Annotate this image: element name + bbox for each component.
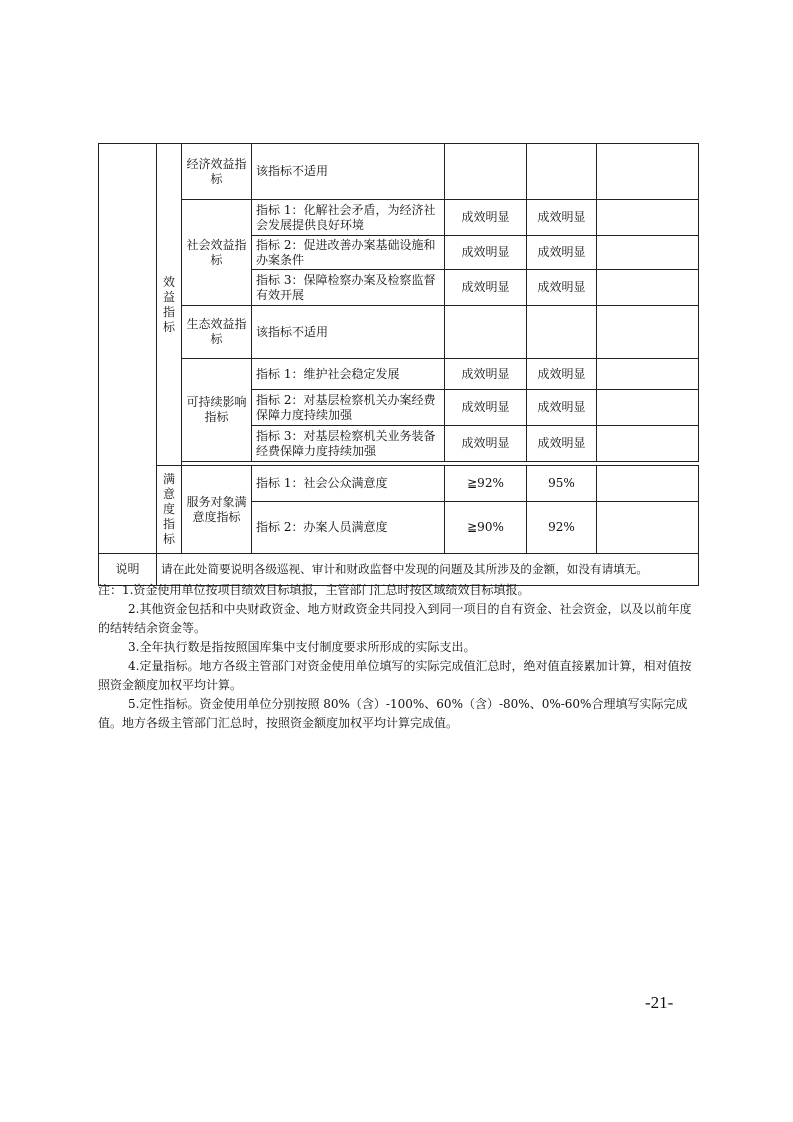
target-value: ≧90% bbox=[445, 502, 527, 554]
economic-benefit-text: 该指标不适用 bbox=[252, 144, 445, 200]
indicator-text: 指标 3：保障检察办案及检察监督有效开展 bbox=[252, 270, 445, 306]
blank-cell bbox=[597, 466, 699, 502]
benefit-indicator-label: 效益指标 bbox=[157, 144, 182, 466]
actual-value: 95% bbox=[527, 466, 597, 502]
ecological-benefit-label: 生态效益指标 bbox=[182, 306, 252, 359]
actual-value: 成效明显 bbox=[527, 200, 597, 236]
target-value: 成效明显 bbox=[445, 270, 527, 306]
note-3: 3.全年执行数是指按照国库集中支付制度要求所形成的实际支出。 bbox=[128, 640, 476, 654]
satisfaction-indicator-label: 满意度指标 bbox=[157, 466, 182, 554]
blank-cell bbox=[445, 144, 527, 200]
blank-cell bbox=[597, 144, 699, 200]
target-value: 成效明显 bbox=[445, 426, 527, 462]
note-5: 5.定性指标。资金使用单位分别按照 80%（含）-100%、60%（含）-80%、0%-60%合理填写实际完成值。地方各级主管部门汇总时，按照资金额度加权平均计算完成值。 bbox=[98, 697, 688, 730]
remark-text: 请在此处简要说明各级巡视、审计和财政监督中发现的问题及其所涉及的金额，如没有请填无。 bbox=[157, 554, 699, 586]
indicator-text: 指标 2：对基层检察机关办案经费保障力度持续加强 bbox=[252, 390, 445, 426]
blank-cell bbox=[99, 144, 157, 554]
note-2: 2.其他资金包括和中央财政资金、地方财政资金共同投入到同一项目的自有资金、社会资金，以及以前年度的结转结余资金等。 bbox=[98, 602, 692, 635]
target-value: 成效明显 bbox=[445, 236, 527, 270]
blank-cell bbox=[445, 306, 527, 359]
actual-value: 92% bbox=[527, 502, 597, 554]
performance-indicator-table bbox=[98, 143, 699, 586]
target-value: 成效明显 bbox=[445, 200, 527, 236]
blank-cell bbox=[597, 502, 699, 554]
blank-cell bbox=[597, 390, 699, 426]
target-value: ≧92% bbox=[445, 466, 527, 502]
blank-cell bbox=[597, 200, 699, 236]
actual-value: 成效明显 bbox=[527, 359, 597, 390]
actual-value: 成效明显 bbox=[527, 236, 597, 270]
ecological-benefit-text: 该指标不适用 bbox=[252, 306, 445, 359]
actual-value: 成效明显 bbox=[527, 270, 597, 306]
remark-label: 说明 bbox=[99, 554, 157, 586]
blank-cell bbox=[527, 306, 597, 359]
table-row bbox=[99, 144, 699, 200]
page-number: -21- bbox=[645, 993, 674, 1012]
sustainable-impact-label: 可持续影响指标 bbox=[182, 359, 252, 462]
blank-cell bbox=[527, 144, 597, 200]
indicator-text: 指标 1：维护社会稳定发展 bbox=[252, 359, 445, 390]
blank-cell bbox=[597, 306, 699, 359]
table-row bbox=[99, 306, 699, 359]
indicator-text: 指标 2：办案人员满意度 bbox=[252, 502, 445, 554]
target-value: 成效明显 bbox=[445, 390, 527, 426]
blank-cell bbox=[597, 359, 699, 390]
blank-cell bbox=[597, 270, 699, 306]
table-row bbox=[99, 466, 699, 502]
table-row bbox=[99, 359, 699, 390]
blank-cell bbox=[597, 426, 699, 462]
actual-value: 成效明显 bbox=[527, 390, 597, 426]
table-notes bbox=[98, 581, 698, 733]
indicator-text: 指标 2：促进改善办案基础设施和办案条件 bbox=[252, 236, 445, 270]
social-benefit-label: 社会效益指标 bbox=[182, 200, 252, 306]
table-row bbox=[99, 200, 699, 236]
note-4: 4.定量指标。地方各级主管部门对资金使用单位填写的实际完成值汇总时，绝对值直接累加计算，相对值按照资金额度加权平均计算。 bbox=[98, 659, 692, 692]
service-satisfaction-label: 服务对象满意度指标 bbox=[182, 466, 252, 554]
indicator-text: 指标 1：化解社会矛盾，为经济社会发展提供良好环境 bbox=[252, 200, 445, 236]
target-value: 成效明显 bbox=[445, 359, 527, 390]
indicator-text: 指标 1：社会公众满意度 bbox=[252, 466, 445, 502]
actual-value: 成效明显 bbox=[527, 426, 597, 462]
blank-cell bbox=[597, 236, 699, 270]
note-1: 注：1.资金使用单位按项目绩效目标填报，主管部门汇总时按区域绩效目标填报。 bbox=[98, 583, 530, 597]
economic-benefit-label: 经济效益指标 bbox=[182, 144, 252, 200]
indicator-text: 指标 3：对基层检察机关业务装备经费保障力度持续加强 bbox=[252, 426, 445, 462]
